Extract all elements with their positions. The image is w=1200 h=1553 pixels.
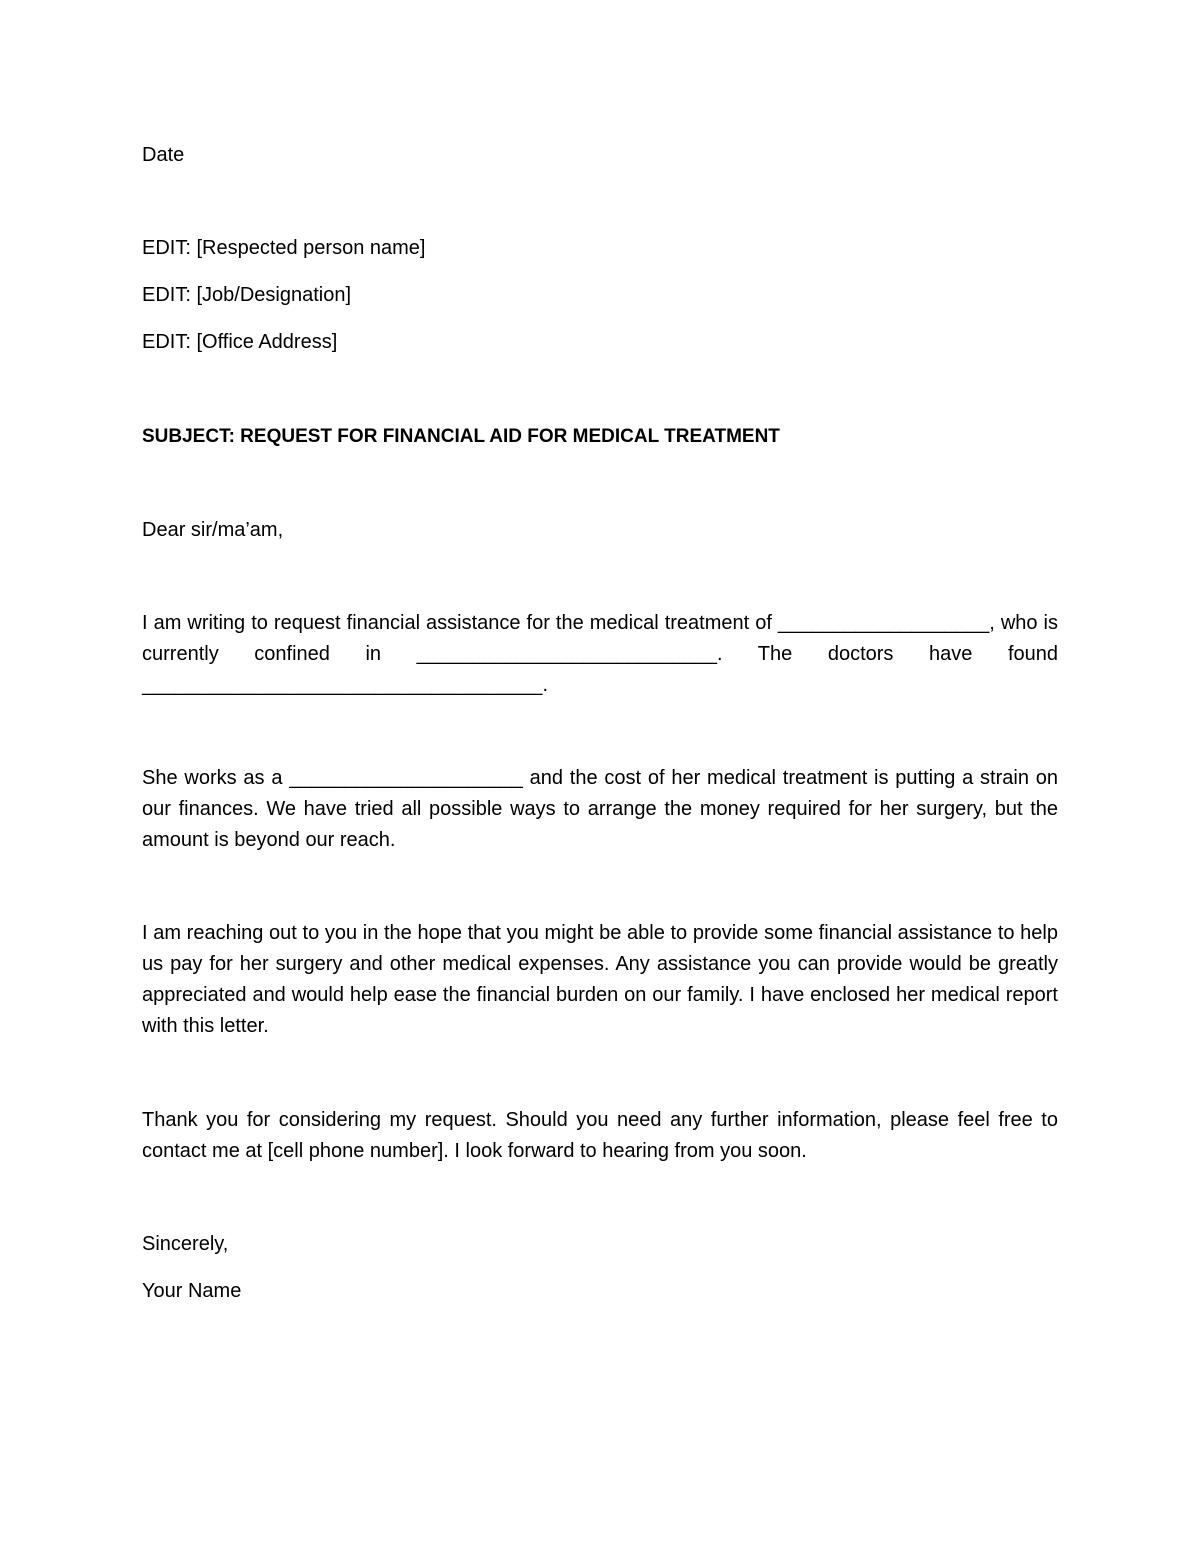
paragraph-1-text-c: . The doctors have found xyxy=(716,643,1059,665)
recipient-name: EDIT: [Respected person name] xyxy=(142,237,426,259)
recipient-job: EDIT: [Job/Designation] xyxy=(142,284,351,306)
date-line: Date xyxy=(142,144,185,166)
paragraph-1-text-d: . xyxy=(542,674,548,696)
hospital-blank: ___________________________ xyxy=(416,643,717,665)
closing: Sincerely, xyxy=(142,1233,229,1255)
paragraph-1 xyxy=(142,608,1058,701)
paragraph-1-text-b: , who is currently confined in xyxy=(142,612,1058,665)
diagnosis-blank: ____________________________________ xyxy=(142,674,543,696)
occupation-blank: _____________________ xyxy=(289,767,523,789)
paragraph-2-text-b: and the cost of her medical treatment is putting a strain on our finances. We have tried all possible ways to arrange the money required for her surgery, but the amount is beyond our reach. xyxy=(142,767,1058,851)
paragraph-2 xyxy=(142,763,1058,856)
salutation: Dear sir/ma’am, xyxy=(142,519,284,541)
signature: Your Name xyxy=(142,1280,242,1302)
paragraph-4: Thank you for considering my request. Should you need any further information, please feel free to contact me at [cell phone number]. I look forward to hearing from you soon. xyxy=(142,1109,1058,1162)
paragraph-3: I am reaching out to you in the hope that you might be able to provide some financial assistance to help us pay for her surgery and other medical expenses. Any assistance you can provide would be greatly appreciated and would help ease the financial burden on our family. I have enclosed her medical report with this letter. xyxy=(142,922,1058,1037)
paragraph-2-text-a: She works as a xyxy=(142,767,290,789)
recipient-address: EDIT: [Office Address] xyxy=(142,331,338,353)
paragraph-1-text-a: I am writing to request financial assistance for the medical treatment of xyxy=(142,612,778,634)
patient-name-blank: ___________________ xyxy=(777,612,990,634)
subject-line: SUBJECT: REQUEST FOR FINANCIAL AID FOR MEDICAL TREATMENT xyxy=(142,426,780,447)
